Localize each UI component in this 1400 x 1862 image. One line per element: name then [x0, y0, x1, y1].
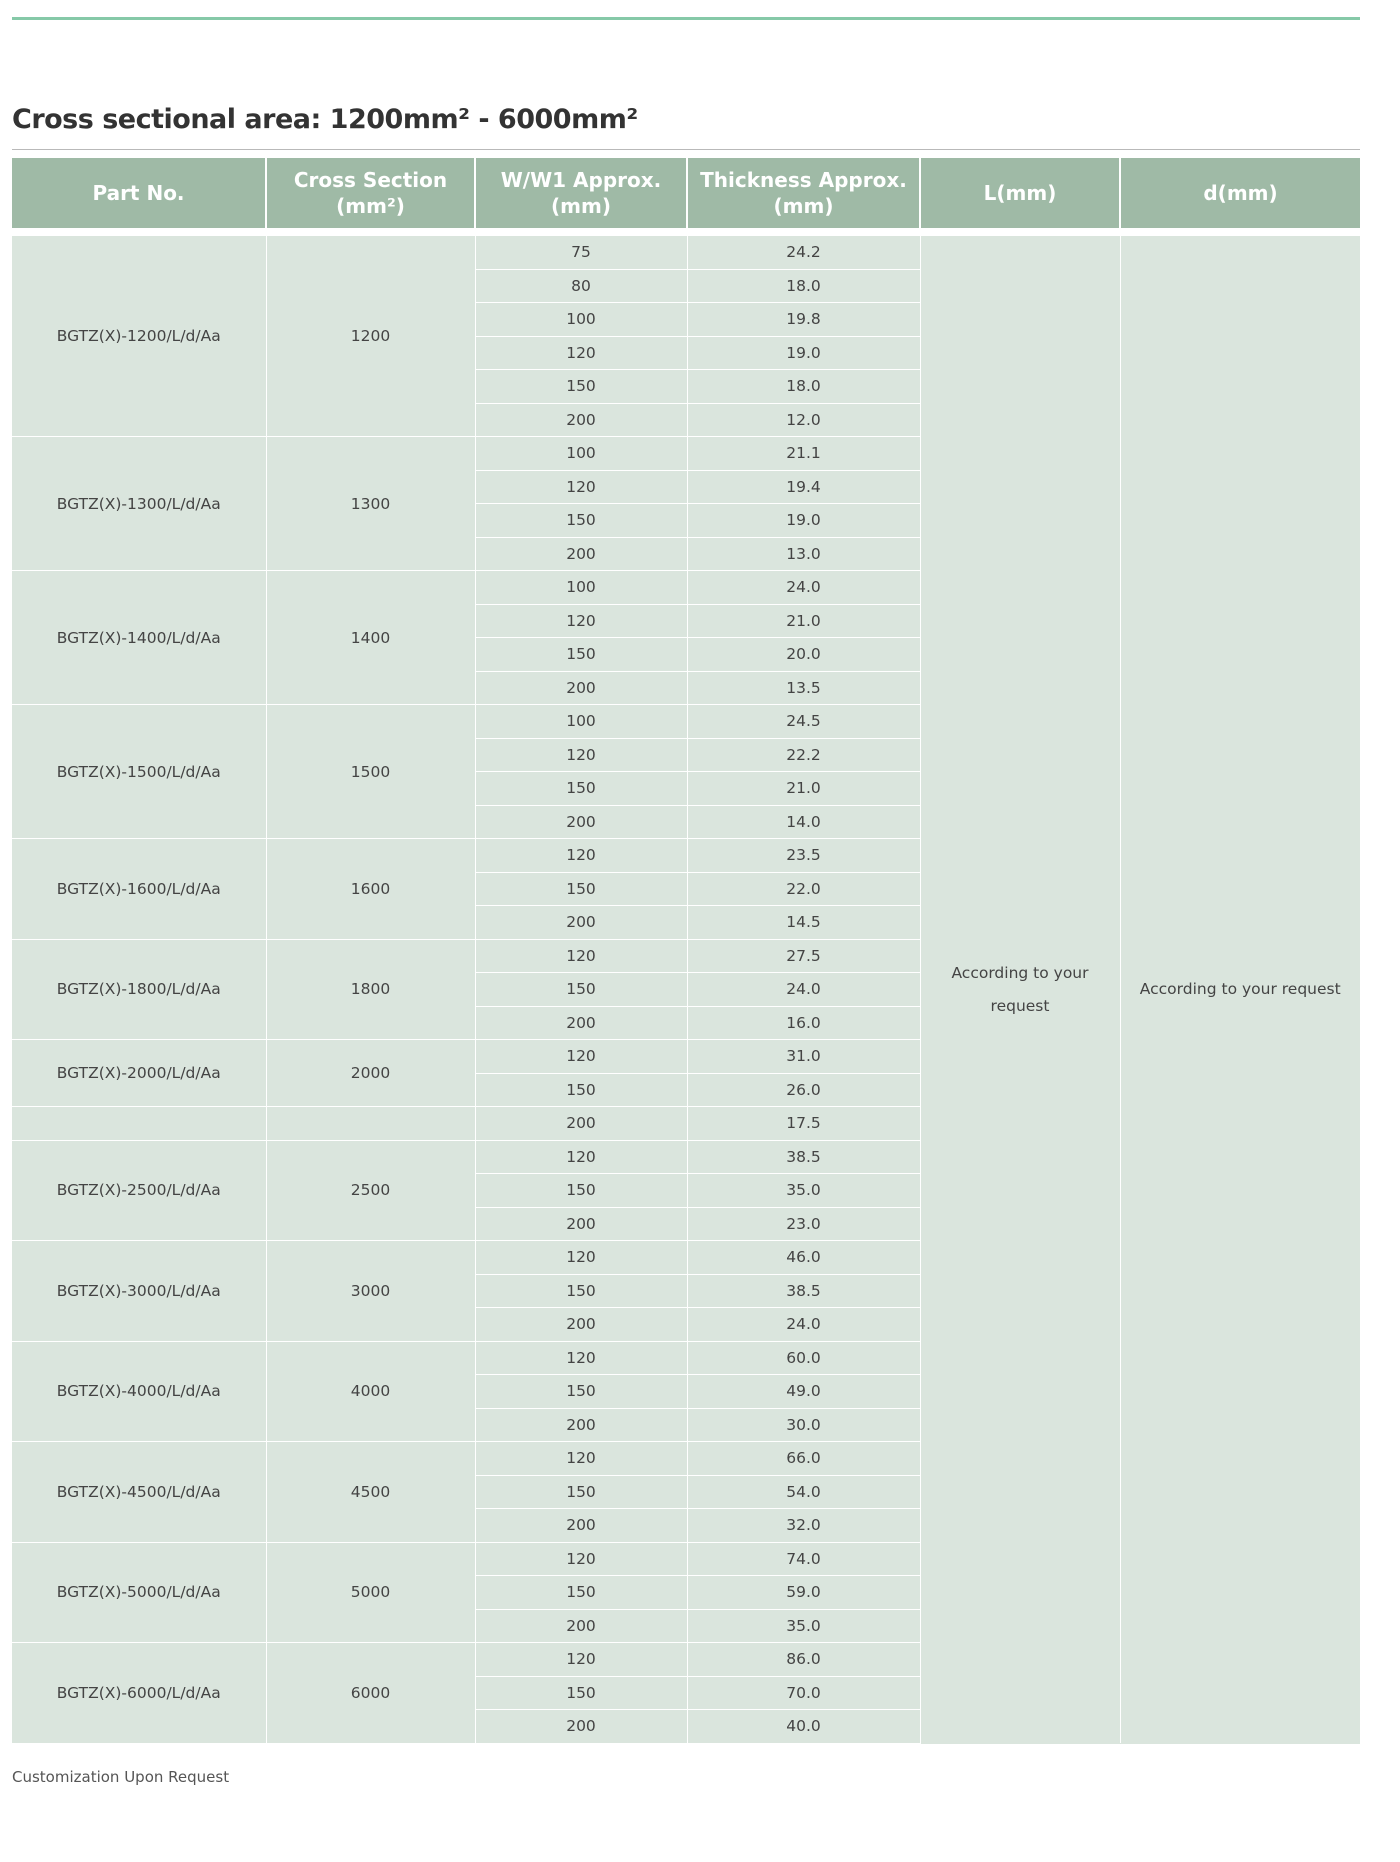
thickness-cell: 74.0 — [687, 1542, 920, 1576]
thickness-cell: 16.0 — [687, 1006, 920, 1040]
thickness-cell: 70.0 — [687, 1676, 920, 1710]
part-number-cell: BGTZ(X)-1500/L/d/Aa — [12, 705, 266, 839]
cross-section-cell: 1800 — [266, 939, 475, 1040]
cross-section-cell: 2500 — [266, 1140, 475, 1241]
width-cell: 120 — [475, 1341, 687, 1375]
header-thickness: Thickness Approx. (mm) — [687, 158, 920, 232]
width-cell: 150 — [475, 370, 687, 404]
top-divider — [12, 17, 1360, 20]
width-cell: 120 — [475, 738, 687, 772]
thickness-cell: 21.0 — [687, 604, 920, 638]
width-cell: 120 — [475, 1040, 687, 1074]
cross-section-cell: 5000 — [266, 1542, 475, 1643]
cross-section-cell: 4000 — [266, 1341, 475, 1442]
width-cell: 150 — [475, 638, 687, 672]
thickness-cell: 35.0 — [687, 1609, 920, 1643]
thickness-cell: 26.0 — [687, 1073, 920, 1107]
width-cell: 200 — [475, 671, 687, 705]
width-cell: 100 — [475, 571, 687, 605]
length-cell: According to your request — [920, 232, 1120, 1743]
thickness-cell: 14.5 — [687, 906, 920, 940]
thickness-cell: 14.0 — [687, 805, 920, 839]
width-cell: 150 — [475, 1274, 687, 1308]
thickness-cell: 21.0 — [687, 772, 920, 806]
width-cell: 150 — [475, 1576, 687, 1610]
thickness-cell: 21.1 — [687, 437, 920, 471]
thickness-cell: 46.0 — [687, 1241, 920, 1275]
width-cell: 200 — [475, 1006, 687, 1040]
footer-note: Customization Upon Request — [12, 1768, 230, 1786]
width-cell: 200 — [475, 1308, 687, 1342]
width-cell: 150 — [475, 1073, 687, 1107]
part-number-cell: BGTZ(X)-2000/L/d/Aa — [12, 1040, 266, 1107]
part-number-cell: BGTZ(X)-1800/L/d/Aa — [12, 939, 266, 1040]
part-number-cell: BGTZ(X)-6000/L/d/Aa — [12, 1643, 266, 1744]
thickness-cell: 19.8 — [687, 303, 920, 337]
thickness-cell: 59.0 — [687, 1576, 920, 1610]
thickness-cell: 32.0 — [687, 1509, 920, 1543]
thickness-cell: 24.5 — [687, 705, 920, 739]
thickness-cell: 66.0 — [687, 1442, 920, 1476]
width-cell: 150 — [475, 973, 687, 1007]
thickness-cell: 31.0 — [687, 1040, 920, 1074]
thickness-cell: 12.0 — [687, 403, 920, 437]
cross-section-cell: 3000 — [266, 1241, 475, 1342]
width-cell: 150 — [475, 872, 687, 906]
cross-section-cell: 1500 — [266, 705, 475, 839]
part-number-cell: BGTZ(X)-3000/L/d/Aa — [12, 1241, 266, 1342]
width-cell: 100 — [475, 705, 687, 739]
thickness-cell: 54.0 — [687, 1475, 920, 1509]
thickness-cell: 23.5 — [687, 839, 920, 873]
part-number-cell: BGTZ(X)-4000/L/d/Aa — [12, 1341, 266, 1442]
width-cell: 120 — [475, 1241, 687, 1275]
thickness-cell: 40.0 — [687, 1710, 920, 1744]
width-cell: 120 — [475, 1542, 687, 1576]
header-cross-section: Cross Section (mm²) — [266, 158, 475, 232]
header-l: L(mm) — [920, 158, 1120, 232]
thickness-cell: 24.0 — [687, 571, 920, 605]
thickness-cell: 13.5 — [687, 671, 920, 705]
table-header — [12, 158, 1360, 232]
width-cell: 150 — [475, 1375, 687, 1409]
width-cell: 200 — [475, 1207, 687, 1241]
part-number-cell: BGTZ(X)-1600/L/d/Aa — [12, 839, 266, 940]
width-cell: 150 — [475, 1174, 687, 1208]
width-cell: 200 — [475, 1509, 687, 1543]
width-cell: 200 — [475, 1710, 687, 1744]
cross-section-cell: 1200 — [266, 232, 475, 437]
width-cell: 120 — [475, 604, 687, 638]
header-width: W/W1 Approx. (mm) — [475, 158, 687, 232]
cross-section-cell: 1400 — [266, 571, 475, 705]
cross-section-cell: 4500 — [266, 1442, 475, 1543]
thickness-cell: 19.0 — [687, 504, 920, 538]
thickness-cell: 30.0 — [687, 1408, 920, 1442]
width-cell: 200 — [475, 403, 687, 437]
thickness-cell: 24.2 — [687, 232, 920, 269]
width-cell: 150 — [475, 1475, 687, 1509]
cross-section-cell: 2000 — [266, 1040, 475, 1107]
thickness-cell: 49.0 — [687, 1375, 920, 1409]
thickness-cell: 18.0 — [687, 370, 920, 404]
title-divider — [12, 149, 1360, 150]
cross-section-cell: 1300 — [266, 437, 475, 571]
header-part-no: Part No. — [12, 158, 266, 232]
thickness-cell: 17.5 — [687, 1107, 920, 1141]
width-cell: 200 — [475, 805, 687, 839]
width-cell: 120 — [475, 470, 687, 504]
width-cell: 200 — [475, 906, 687, 940]
width-cell: 200 — [475, 1107, 687, 1141]
thickness-cell: 60.0 — [687, 1341, 920, 1375]
width-cell: 200 — [475, 1609, 687, 1643]
cross-section-cell: 1600 — [266, 839, 475, 940]
width-cell: 150 — [475, 504, 687, 538]
part-number-cell: BGTZ(X)-5000/L/d/Aa — [12, 1542, 266, 1643]
diameter-cell: According to your request — [1139, 980, 1341, 998]
width-cell: 80 — [475, 269, 687, 303]
cross-section-cell — [266, 1107, 475, 1141]
part-number-cell: BGTZ(X)-1200/L/d/Aa — [12, 232, 266, 437]
width-cell: 200 — [475, 1408, 687, 1442]
thickness-cell: 22.0 — [687, 872, 920, 906]
width-cell: 75 — [475, 232, 687, 269]
thickness-cell: 13.0 — [687, 537, 920, 571]
part-number-cell: BGTZ(X)-1400/L/d/Aa — [12, 571, 266, 705]
width-cell: 150 — [475, 772, 687, 806]
width-cell: 120 — [475, 939, 687, 973]
cross-section-cell: 6000 — [266, 1643, 475, 1744]
thickness-cell: 35.0 — [687, 1174, 920, 1208]
width-cell: 120 — [475, 1442, 687, 1476]
thickness-cell: 27.5 — [687, 939, 920, 973]
thickness-cell: 20.0 — [687, 638, 920, 672]
table-body — [12, 232, 1360, 1743]
table-row — [12, 232, 1360, 269]
thickness-cell: 24.0 — [687, 973, 920, 1007]
page-title: Cross sectional area: 1200mm² - 6000mm² — [12, 104, 638, 135]
width-cell: 100 — [475, 437, 687, 471]
width-cell: 120 — [475, 336, 687, 370]
thickness-cell: 86.0 — [687, 1643, 920, 1677]
thickness-cell: 19.0 — [687, 336, 920, 370]
width-cell: 120 — [475, 1140, 687, 1174]
header-d: d(mm) — [1120, 158, 1360, 232]
thickness-cell: 23.0 — [687, 1207, 920, 1241]
width-cell: 200 — [475, 537, 687, 571]
width-cell: 150 — [475, 1676, 687, 1710]
part-number-cell: BGTZ(X)-1300/L/d/Aa — [12, 437, 266, 571]
thickness-cell: 38.5 — [687, 1140, 920, 1174]
thickness-cell: 38.5 — [687, 1274, 920, 1308]
part-number-cell: BGTZ(X)-4500/L/d/Aa — [12, 1442, 266, 1543]
thickness-cell: 19.4 — [687, 470, 920, 504]
thickness-cell: 18.0 — [687, 269, 920, 303]
part-number-cell — [12, 1107, 266, 1141]
width-cell: 100 — [475, 303, 687, 337]
width-cell: 120 — [475, 839, 687, 873]
part-number-cell: BGTZ(X)-2500/L/d/Aa — [12, 1140, 266, 1241]
width-cell: 120 — [475, 1643, 687, 1677]
spec-table — [12, 158, 1360, 1744]
thickness-cell: 22.2 — [687, 738, 920, 772]
thickness-cell: 24.0 — [687, 1308, 920, 1342]
